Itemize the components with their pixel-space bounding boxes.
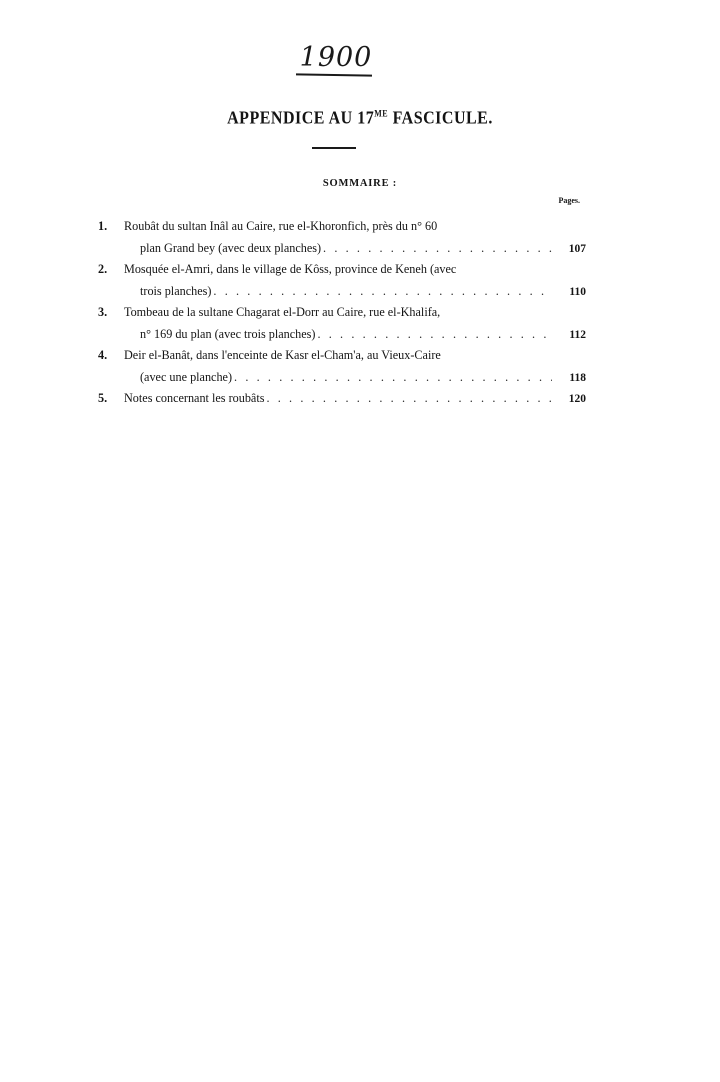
- toc-entry-text: Deir el-Banât, dans l'enceinte de Kasr el-Cham'a, au Vieux-Caire: [124, 348, 441, 362]
- toc-entry-text: (avec une planche): [140, 369, 233, 384]
- toc-page-number: 107: [568, 242, 586, 255]
- table-of-contents: [98, 216, 586, 410]
- title-main: APPENDICE AU 17: [227, 108, 375, 129]
- toc-entry-text: Mosquée el-Amri, dans le village de Kôss, province de Keneh (avec: [124, 262, 457, 276]
- title-tail: FASCICULE.: [392, 108, 493, 129]
- toc-entry-1-line1: [98, 216, 586, 238]
- toc-entry-2-line2: [98, 281, 586, 303]
- toc-entry-number: 3.: [98, 305, 108, 319]
- toc-entry-number: 1.: [98, 219, 108, 233]
- toc-entry-text: n° 169 du plan (avec trois planches): [140, 326, 316, 341]
- toc-entry-4-line2: [98, 367, 586, 389]
- toc-entry-3-line1: [98, 302, 586, 324]
- dot-leader: [213, 281, 552, 303]
- toc-page-number: 110: [569, 285, 586, 298]
- handwritten-year: 1900: [299, 42, 373, 73]
- toc-entry-2-line1: [98, 259, 586, 281]
- toc-entry-text: Tombeau de la sultane Chagarat el-Dorr au Caire, rue el-Khalifa,: [124, 305, 441, 319]
- toc-entry-number: 5.: [98, 391, 108, 405]
- toc-entry-3-line2: [98, 324, 586, 346]
- summary-heading: SOMMAIRE :: [322, 178, 398, 189]
- page-title: [150, 109, 570, 130]
- handwritten-underline: [296, 73, 372, 76]
- dot-leader: [317, 324, 552, 346]
- pages-column-label: Pages.: [558, 196, 580, 205]
- toc-page-number: 120: [568, 393, 586, 405]
- toc-entry-text: Roubât du sultan Inâl au Caire, rue el-Khoronfich, près du n° 60: [124, 219, 438, 233]
- toc-entry-number: 4.: [98, 348, 108, 362]
- toc-page-number: 112: [569, 328, 586, 341]
- dot-leader: [323, 238, 552, 260]
- toc-entry-1-line2: [98, 238, 586, 260]
- toc-entry-4-line1: [98, 345, 586, 367]
- title-superscript: ME: [374, 108, 389, 119]
- toc-entry-text: plan Grand bey (avec deux planches): [140, 240, 322, 255]
- title-rule: [312, 147, 356, 149]
- toc-page-number: 118: [569, 371, 586, 384]
- toc-entry-number: 2.: [98, 262, 108, 276]
- toc-entry-text: Notes concernant les roubâts: [124, 391, 265, 405]
- dot-leader: [234, 367, 552, 389]
- toc-entry-text: trois planches): [140, 283, 212, 298]
- dot-leader: [266, 388, 552, 410]
- toc-entry-5-line1: [98, 388, 586, 410]
